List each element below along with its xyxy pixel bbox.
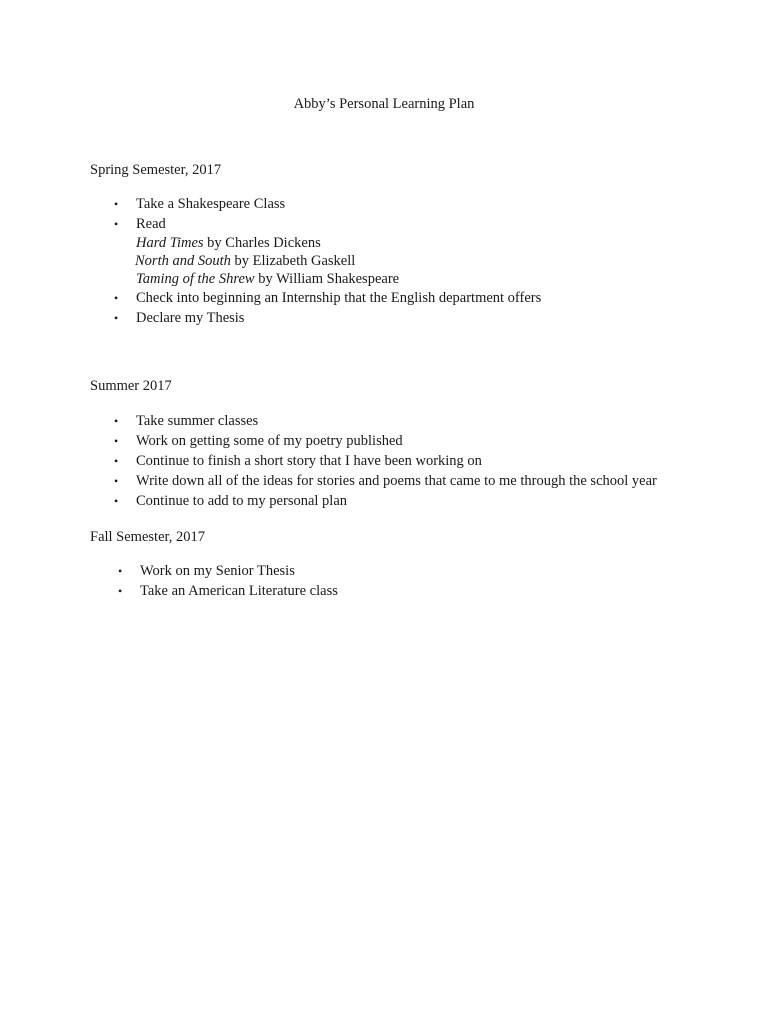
- spring-list: [114, 194, 542, 328]
- bullet-icon: •: [118, 584, 123, 598]
- section-heading-fall: Fall Semester, 2017: [90, 529, 206, 545]
- page-title: Abby’s Personal Learning Plan: [293, 96, 475, 112]
- list-item: [114, 308, 541, 328]
- list-item-text: Work on getting some of my poetry published: [136, 433, 403, 449]
- list-item-text: Write down all of the ideas for stories and poems that came to me through the school year: [136, 473, 657, 489]
- bullet-icon: •: [114, 217, 119, 231]
- reading-author: by William Shakespeare: [254, 271, 400, 287]
- list-item-text: Declare my Thesis: [136, 310, 245, 326]
- list-item: [114, 471, 657, 491]
- bullet-icon: •: [114, 311, 119, 325]
- reading-title: North and South: [135, 253, 231, 269]
- list-item-text: Take summer classes: [136, 413, 259, 429]
- list-item: [114, 411, 657, 431]
- bullet-icon: •: [114, 474, 119, 488]
- list-item: [114, 194, 541, 214]
- list-item-text: Continue to finish a short story that I have been working on: [136, 453, 482, 469]
- bullet-icon: •: [114, 291, 119, 305]
- bullet-icon: •: [114, 414, 119, 428]
- list-item: [114, 491, 657, 511]
- list-item-text: Continue to add to my personal plan: [136, 493, 348, 509]
- list-item-text: Take an American Literature class: [140, 583, 338, 599]
- bullet-icon: •: [114, 454, 119, 468]
- reading-item: [136, 234, 541, 252]
- list-item: [114, 431, 657, 451]
- bullet-icon: •: [114, 197, 119, 211]
- reading-item: [136, 270, 541, 288]
- bullet-icon: •: [114, 494, 119, 508]
- list-item: [118, 561, 338, 581]
- section-heading-spring: Spring Semester, 2017: [90, 162, 222, 178]
- reading-author: by Elizabeth Gaskell: [230, 253, 356, 269]
- reading-item: [135, 252, 541, 270]
- bullet-icon: •: [114, 434, 119, 448]
- reading-author: by Charles Dickens: [203, 235, 321, 251]
- list-item-text: Take a Shakespeare Class: [136, 196, 286, 212]
- reading-title: Taming of the Shrew: [136, 271, 255, 287]
- section-heading-summer: Summer 2017: [90, 378, 172, 394]
- list-item-text: Check into beginning an Internship that the English department offers: [136, 290, 542, 306]
- reading-title: Hard Times: [136, 235, 204, 251]
- list-item-text: Work on my Senior Thesis: [140, 563, 295, 579]
- list-item: [114, 451, 657, 471]
- list-item-text: Read: [136, 216, 166, 232]
- fall-list: [118, 561, 338, 601]
- list-item: [114, 288, 542, 308]
- bullet-icon: •: [118, 564, 123, 578]
- summer-list: [114, 411, 657, 511]
- list-item: [114, 214, 541, 288]
- list-item: [118, 581, 338, 601]
